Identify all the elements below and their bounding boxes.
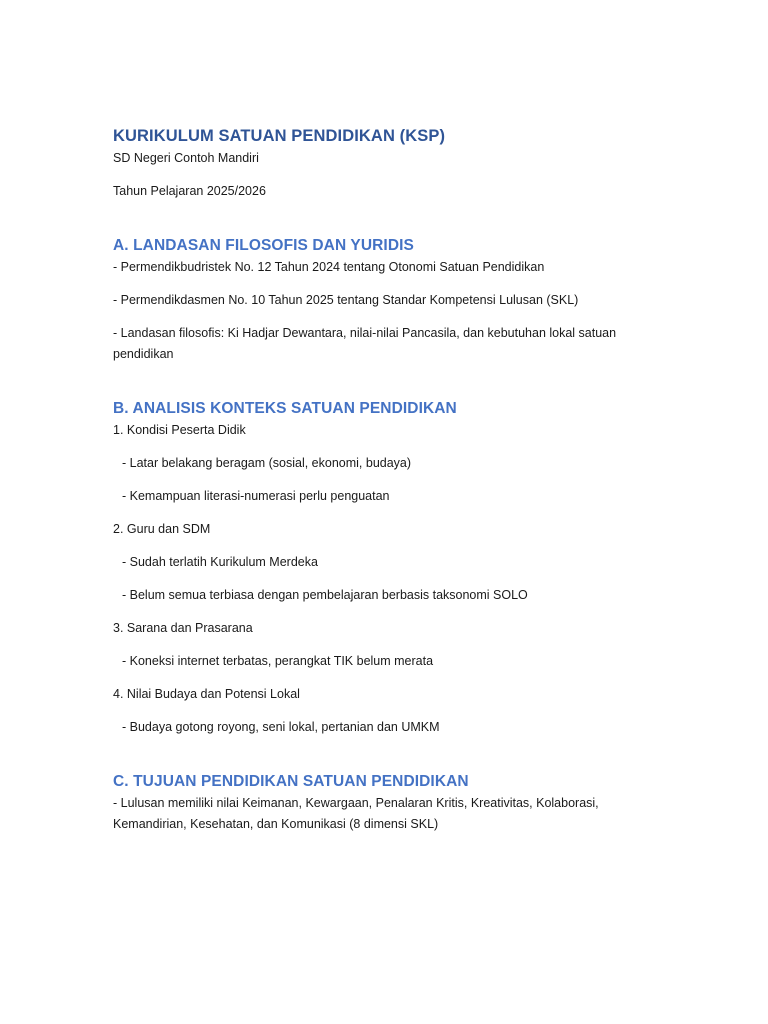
spacer <box>113 573 653 585</box>
school-name: SD Negeri Contoh Mandiri <box>113 151 259 165</box>
list-subitem: - Kemampuan literasi-numerasi perlu penguatan <box>122 489 390 503</box>
spacer <box>113 202 653 235</box>
list-item: 2. Guru dan SDM <box>113 522 211 536</box>
spacer <box>113 507 653 519</box>
list-item: 4. Nilai Budaya dan Potensi Lokal <box>113 687 300 701</box>
spacer <box>113 540 653 552</box>
spacer <box>113 278 653 290</box>
list-item: - Permendikdasmen No. 10 Tahun 2025 tentang Standar Kompetensi Lulusan (SKL) <box>113 293 579 307</box>
list-item: - Permendikbudristek No. 12 Tahun 2024 tentang Otonomi Satuan Pendidikan <box>113 260 545 274</box>
list-subitem: - Budaya gotong royong, seni lokal, pertanian dan UMKM <box>122 720 440 734</box>
spacer <box>113 639 653 651</box>
list-subitem: - Sudah terlatih Kurikulum Merdeka <box>122 555 318 569</box>
spacer <box>113 672 653 684</box>
spacer <box>113 705 653 717</box>
document-title: KURIKULUM SATUAN PENDIDIKAN (KSP) <box>113 127 446 145</box>
list-item: 3. Sarana dan Prasarana <box>113 621 253 635</box>
spacer <box>113 311 653 323</box>
list-item: - Lulusan memiliki nilai Keimanan, Kewargaan, Penalaran Kritis, Kreativitas, Kolaborasi, Kemandirian, Kesehatan, dan Komunikasi (8 dimensi SKL) <box>113 796 599 831</box>
spacer <box>113 365 653 398</box>
spacer <box>113 738 653 771</box>
list-subitem: - Koneksi internet terbatas, perangkat TIK belum merata <box>122 654 434 668</box>
list-item: - Landasan filosofis: Ki Hadjar Dewantara, nilai-nilai Pancasila, dan kebutuhan lokal satuan pendidikan <box>113 326 617 361</box>
spacer <box>113 606 653 618</box>
list-subitem: - Latar belakang beragam (sosial, ekonomi, budaya) <box>122 456 412 470</box>
section-heading-c: C. TUJUAN PENDIDIKAN SATUAN PENDIDIKAN <box>113 773 469 790</box>
section-heading-a: A. LANDASAN FILOSOFIS DAN YURIDIS <box>113 237 414 254</box>
spacer <box>113 169 653 181</box>
section-heading-b: B. ANALISIS KONTEKS SATUAN PENDIDIKAN <box>113 400 457 417</box>
list-item: 1. Kondisi Peserta Didik <box>113 423 246 437</box>
spacer <box>113 441 653 453</box>
spacer <box>113 474 653 486</box>
document-page <box>113 124 653 835</box>
academic-year: Tahun Pelajaran 2025/2026 <box>113 184 266 198</box>
list-subitem: - Belum semua terbiasa dengan pembelajaran berbasis taksonomi SOLO <box>122 588 528 602</box>
